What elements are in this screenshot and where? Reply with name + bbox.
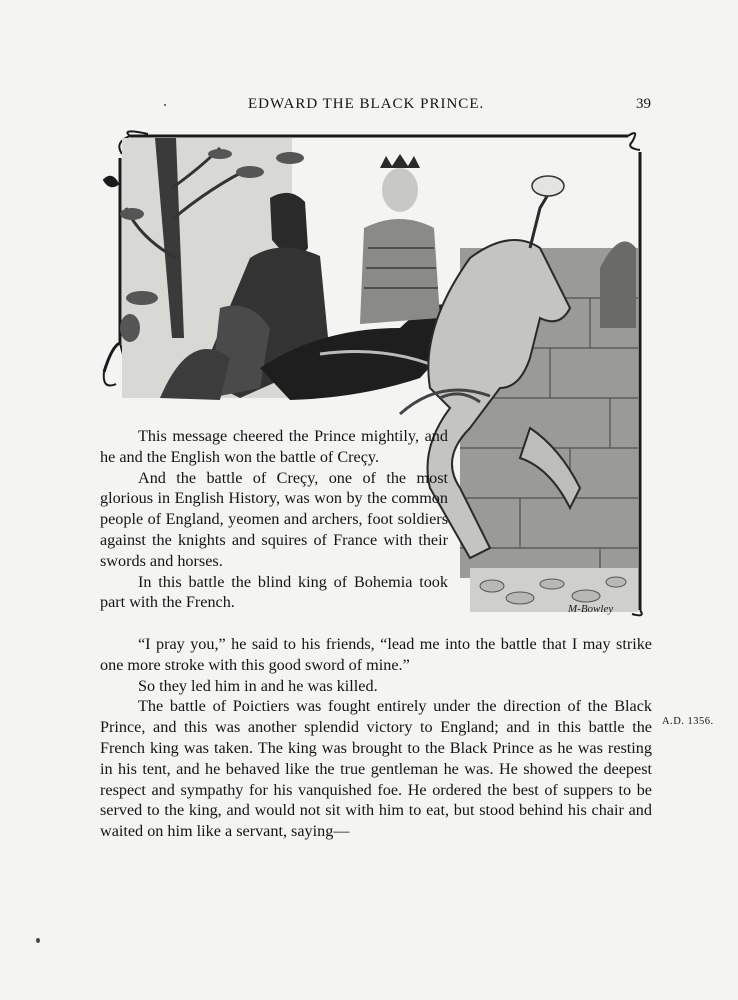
ink-speck [164, 104, 166, 106]
full-width-text-block [100, 634, 652, 842]
paragraph: “I pray you,” he said to his friends, “lead me into the battle that I may strike one more stroke with this good sword of mine.” [100, 635, 652, 674]
paragraph: The battle of Poictiers was fought entirely under the direction of the Black Prince, and this was another splendid victory to England; and in this battle the French king was taken. The king was brought to the Black Prince as he was resting in his tent, and he behaved like the true gentleman he was. He showed the deepest respect and sympathy for his vanquished foe. He ordered the best of suppers to be served to the king, and would not sit with him to eat, but stood behind his chair and waited on him like a servant, saying— [100, 697, 652, 841]
ink-speck [36, 938, 40, 943]
running-title: EDWARD THE BLACK PRINCE. [248, 96, 485, 112]
margin-date-note: A.D. 1356. [662, 716, 714, 727]
paragraph: This message cheered the Prince mightily, and he and the English won the battle of Creçy. [100, 427, 448, 466]
paragraph: And the battle of Creçy, one of the most glorious in English History, was won by the common people of England, yeomen and archers, foot soldiers against the knights and squires of France with their swords and horses. [100, 468, 448, 570]
illustrator-signature: M-Bowley [568, 603, 614, 615]
page-number: 39 [636, 96, 651, 112]
wrapped-text-block [100, 426, 652, 613]
paragraph: In this battle the blind king of Bohemia took part with the French. [100, 572, 448, 612]
paragraph: So they led him in and he was killed. [138, 676, 378, 695]
crowned-prince [360, 154, 440, 324]
page-header [0, 96, 738, 116]
